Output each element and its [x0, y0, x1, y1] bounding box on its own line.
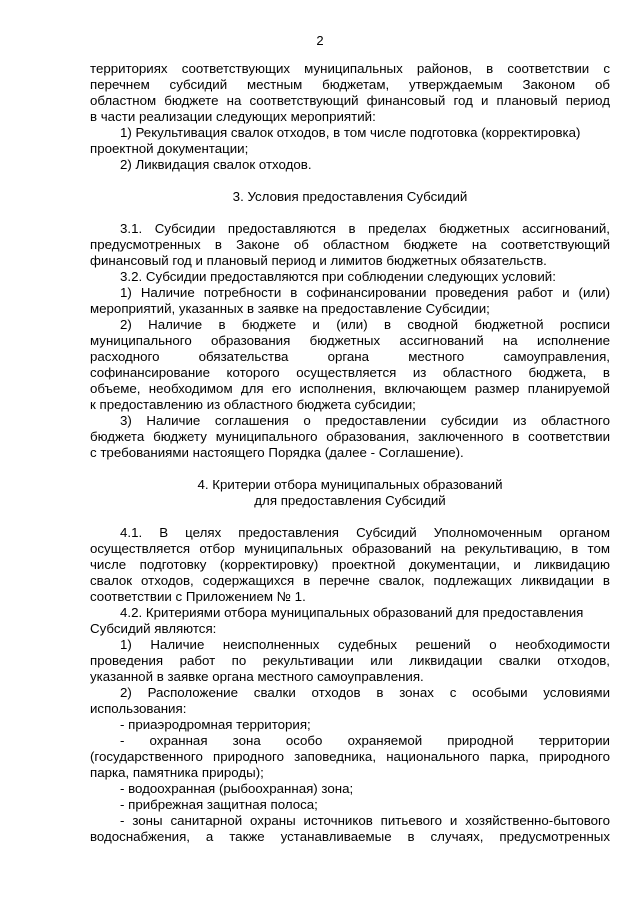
- section-heading-line: для предоставления Субсидий: [254, 493, 446, 508]
- text-line: указанной в заявке органа местного самоуправления.: [90, 669, 424, 684]
- text-line: расходного обязательства органа местного самоуправления,: [90, 349, 610, 364]
- page-number: 2: [316, 33, 324, 48]
- text-line: территориях соответствующих муниципальных районов, в соответствии с: [90, 61, 610, 76]
- text-line: бюджета бюджету муниципального образования, заключенного в соответствии: [90, 429, 610, 444]
- blank-line: [90, 509, 610, 525]
- text-line: свалок отходов, содержащихся в перечне свалок, подлежащих ликвидации в: [90, 573, 610, 588]
- text-line: - охранная зона особо охраняемой природной территории: [120, 733, 610, 748]
- text-line: 3) Наличие соглашения о предоставлении субсидии из областного: [120, 413, 610, 428]
- blank-line: [90, 205, 610, 221]
- text-line: 2) Наличие в бюджете и (или) в сводной бюджетной росписи: [120, 317, 610, 332]
- text-line: - приаэродромная территория;: [120, 717, 311, 732]
- text-line: 3.2. Субсидии предоставляются при соблюдении следующих условий:: [120, 269, 556, 284]
- text-line: - прибрежная защитная полоса;: [120, 797, 318, 812]
- text-line: 2) Расположение свалки отходов в зонах с особыми условиями: [120, 685, 610, 700]
- text-line: 1) Наличие неисполненных судебных решений о необходимости: [120, 637, 610, 652]
- text-line: использования:: [90, 701, 187, 716]
- text-line: (государственного природного заповедника, национального парка, природного: [90, 749, 610, 764]
- document-body: [90, 61, 610, 845]
- text-line: Субсидий являются:: [90, 621, 217, 636]
- text-line: с требованиями настоящего Порядка (далее - Соглашение).: [90, 445, 464, 460]
- text-line: 4.1. В целях предоставления Субсидий Уполномоченным органом: [120, 525, 610, 540]
- section-heading-line: 3. Условия предоставления Субсидий: [232, 189, 468, 204]
- text-line: осуществляется отбор муниципальных образований на рекультивацию, в том: [90, 541, 610, 556]
- text-line: к предоставлению из областного бюджета субсидии;: [90, 397, 416, 412]
- text-line: парка, памятника природы);: [90, 765, 264, 780]
- text-line: областном бюджете на соответствующий финансовый год и плановый период: [90, 93, 610, 108]
- text-line: 4.2. Критериями отбора муниципальных образований для предоставления: [120, 605, 584, 620]
- text-line: числе подготовку (корректировку) проектной документации, и ликвидацию: [90, 557, 610, 572]
- text-line: объеме, необходимом для его исполнения, включающем размер планируемой: [90, 381, 610, 396]
- text-line: финансовый год и плановый период и лимитов бюджетных обязательств.: [90, 253, 547, 268]
- text-line: мероприятий, указанных в заявке на предоставление Субсидии;: [90, 301, 490, 316]
- text-line: - водоохранная (рыбоохранная) зона;: [120, 781, 354, 796]
- text-line: 3.1. Субсидии предоставляются в пределах бюджетных ассигнований,: [120, 221, 610, 236]
- text-line: муниципального образования бюджетных ассигнований на исполнение: [90, 333, 610, 348]
- text-line: софинансирование которого осуществляется из областного бюджета, в: [90, 365, 610, 380]
- blank-line: [90, 461, 610, 477]
- text-line: проектной документации;: [90, 141, 249, 156]
- text-line: - зоны санитарной охраны источников питьевого и хозяйственно-бытового: [120, 813, 610, 828]
- text-line: водоснабжения, а также устанавливаемые в случаях, предусмотренных: [90, 829, 610, 844]
- text-line: 2) Ликвидация свалок отходов.: [120, 157, 312, 172]
- text-line: соответствии с Приложением № 1.: [90, 589, 306, 604]
- section-heading-line: 4. Критерии отбора муниципальных образований: [197, 477, 503, 492]
- text-line: перечнем субсидий местным бюджетам, утверждаемым Законом об: [90, 77, 610, 92]
- text-line: 1) Рекультивация свалок отходов, в том числе подготовка (корректировка): [120, 125, 581, 140]
- text-line: проведения работ по рекультивации или ликвидации свалки отходов,: [90, 653, 610, 668]
- text-line: в части реализации следующих мероприятий:: [90, 109, 376, 124]
- text-line: 1) Наличие потребности в софинансировании проведения работ и (или): [120, 285, 610, 300]
- blank-line: [90, 173, 610, 189]
- text-line: предусмотренных в Законе об областном бюджете на соответствующий: [90, 237, 610, 252]
